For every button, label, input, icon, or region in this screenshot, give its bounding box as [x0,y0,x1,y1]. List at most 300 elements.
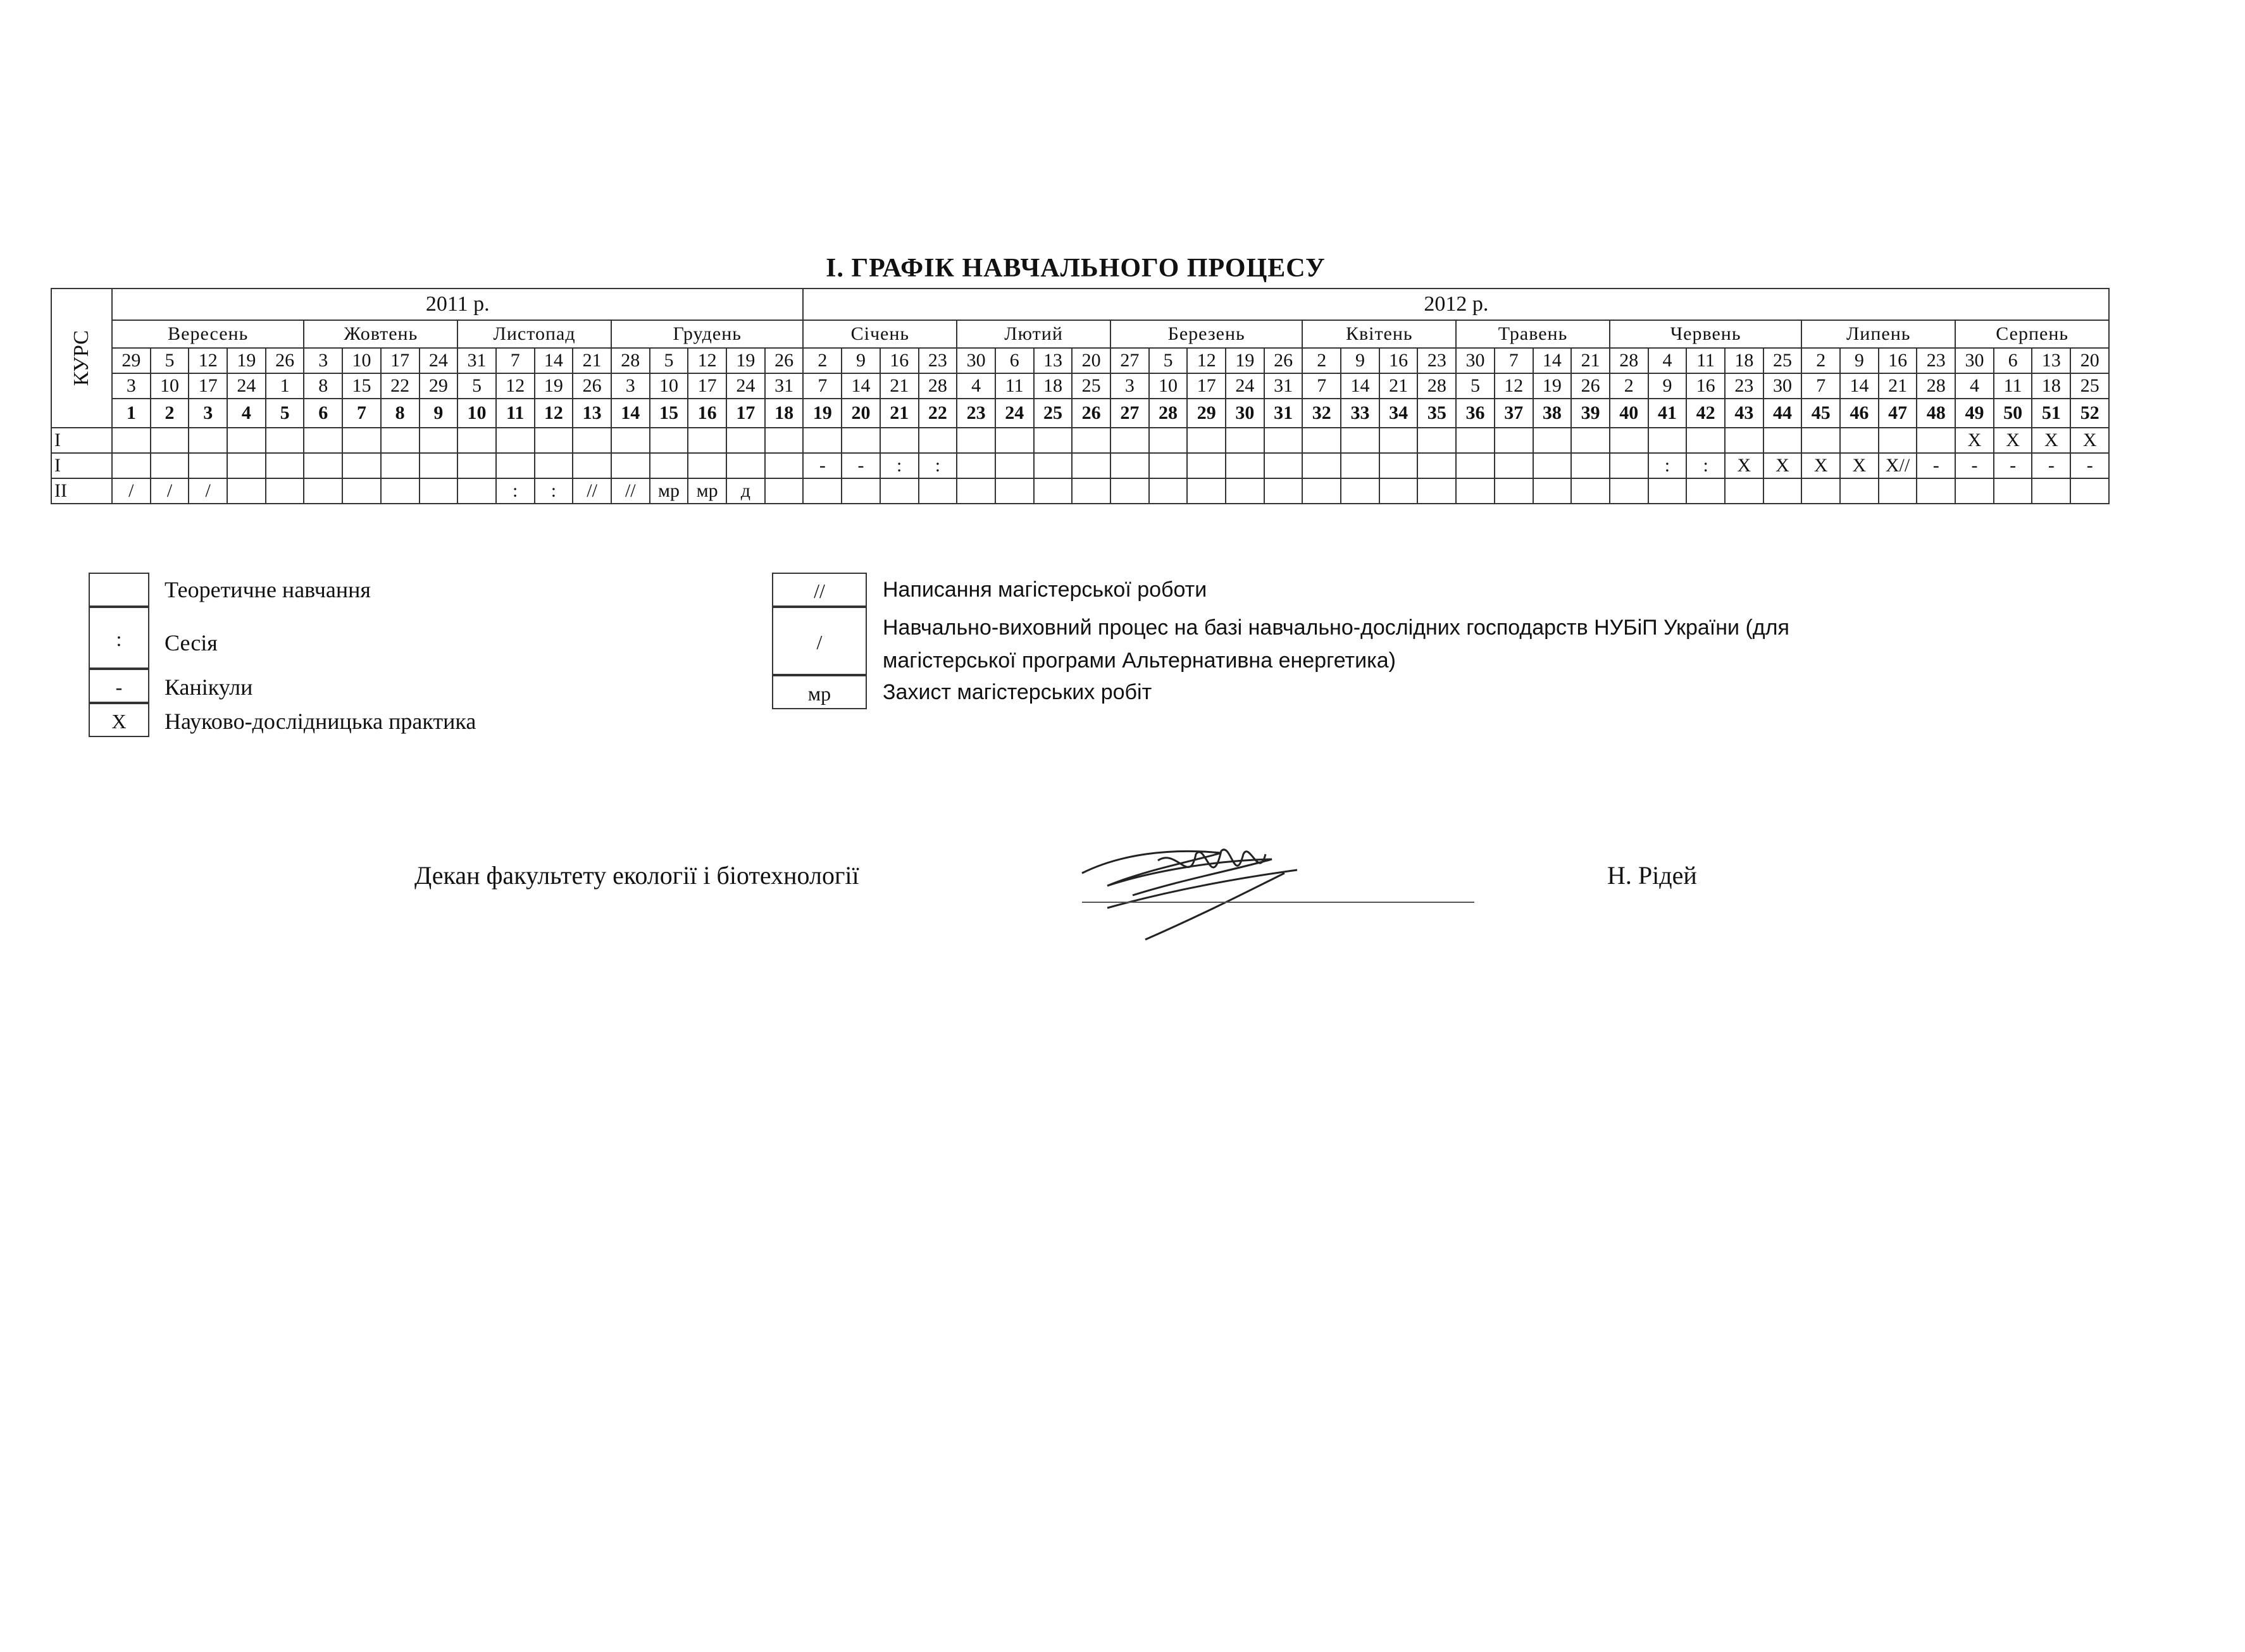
week-start-day: 27 [1110,348,1149,373]
page-title: І. ГРАФІК НАВЧАЛЬНОГО ПРОЦЕСУ [826,254,1326,283]
schedule-cell [1302,478,1341,504]
schedule-cell [803,428,842,453]
week-start-day: 21 [1571,348,1610,373]
week-start-day: 13 [2032,348,2070,373]
schedule-cell [1072,478,1110,504]
week-end-day: 10 [650,373,688,399]
course-label: I [51,428,112,453]
schedule-cell [1917,478,1955,504]
schedule-cell [1187,428,1226,453]
schedule-cell: мр [688,478,726,504]
week-start-day: 19 [1226,348,1264,373]
month-header: Листопад [457,320,611,348]
week-number: 50 [1994,399,2032,428]
week-start-day: 21 [573,348,611,373]
schedule-cell: X [1725,453,1763,478]
schedule-cell [650,428,688,453]
week-start-day: 31 [457,348,496,373]
week-end-day: 8 [304,373,342,399]
week-end-day: 26 [1571,373,1610,399]
schedule-cell [342,428,381,453]
week-end-day: 10 [151,373,189,399]
schedule-cell [1879,428,1917,453]
week-start-day: 5 [1149,348,1188,373]
month-header: Жовтень [304,320,457,348]
week-number: 9 [420,399,458,428]
course-label: II [51,478,112,504]
week-number: 4 [227,399,266,428]
week-start-day: 23 [1917,348,1955,373]
week-start-day: 20 [2070,348,2109,373]
week-number: 46 [1840,399,1879,428]
schedule-cell [342,478,381,504]
schedule-cell [266,478,304,504]
schedule-cell [1495,428,1533,453]
week-start-day: 29 [112,348,151,373]
schedule-cell [1879,478,1917,504]
week-number: 5 [266,399,304,428]
schedule-cell [957,453,995,478]
week-start-day: 17 [381,348,420,373]
schedule-cell [1110,478,1149,504]
week-start-day: 3 [304,348,342,373]
week-start-day: 30 [1456,348,1495,373]
legend-text-practice: Науково-дослідницька практика [165,709,476,734]
schedule-cell [112,428,151,453]
legend-symbol-practice: X [89,703,149,737]
schedule-cell [995,478,1034,504]
week-start-day: 30 [1955,348,1994,373]
week-start-day: 26 [266,348,304,373]
schedule-cell: - [2070,453,2109,478]
schedule-cell: : [1648,453,1687,478]
schedule-cell [227,453,266,478]
week-end-day: 16 [1686,373,1725,399]
course-row [51,428,2109,453]
year-header: 2011 р. [112,289,803,320]
week-end-day: 17 [1187,373,1226,399]
week-number: 44 [1763,399,1802,428]
week-number: 2 [151,399,189,428]
week-number: 14 [611,399,650,428]
schedule-cell [765,428,804,453]
schedule-cell [420,478,458,504]
schedule-cell [457,428,496,453]
week-number: 13 [573,399,611,428]
week-start-day: 26 [1264,348,1303,373]
week-end-day: 1 [266,373,304,399]
week-end-day: 2 [1610,373,1648,399]
week-end-day: 5 [1456,373,1495,399]
week-end-day: 10 [1149,373,1188,399]
week-start-day: 4 [1648,348,1687,373]
schedule-cell: X [1994,428,2032,453]
week-start-day: 5 [151,348,189,373]
week-end-day: 3 [611,373,650,399]
schedule-cell [1034,478,1073,504]
schedule-cell [1533,478,1572,504]
week-number: 15 [650,399,688,428]
schedule-cell [1840,478,1879,504]
week-start-day: 16 [1379,348,1418,373]
schedule-cell [726,453,765,478]
month-header: Січень [803,320,957,348]
week-start-day: 19 [726,348,765,373]
schedule-cell [1610,453,1648,478]
schedule-cell [1226,453,1264,478]
schedule-cell [381,428,420,453]
schedule-cell [457,453,496,478]
schedule-cell [1571,453,1610,478]
schedule-cell [151,453,189,478]
legend-text-thesis-writing: Написання магістерської роботи [883,578,1207,602]
schedule-cell [420,453,458,478]
week-number: 43 [1725,399,1763,428]
schedule-cell [1264,453,1303,478]
week-end-day: 15 [342,373,381,399]
week-start-day: 9 [842,348,880,373]
month-header: Травень [1456,320,1610,348]
schedule-cell: X [2032,428,2070,453]
week-end-day: 23 [1725,373,1763,399]
week-number: 16 [688,399,726,428]
schedule-cell [880,478,919,504]
schedule-cell [189,453,227,478]
week-number: 23 [957,399,995,428]
week-end-day: 29 [420,373,458,399]
week-end-day: 19 [1533,373,1572,399]
schedule-cell [381,453,420,478]
schedule-cell [1955,478,1994,504]
week-number: 26 [1072,399,1110,428]
schedule-cell [1495,453,1533,478]
schedule-cell [1417,478,1456,504]
schedule-cell [1571,428,1610,453]
schedule-cell [535,453,573,478]
course-header [51,289,112,428]
week-number: 33 [1341,399,1379,428]
legend-symbol-session: : [89,607,149,669]
month-header: Червень [1610,320,1801,348]
schedule-cell [1341,453,1379,478]
schedule-cell [1686,428,1725,453]
schedule-cell [1417,428,1456,453]
week-number: 8 [381,399,420,428]
course-row [51,453,2109,478]
schedule-cell [1801,478,1840,504]
schedule-cell [1034,453,1073,478]
week-end-day: 25 [1072,373,1110,399]
week-end-day: 22 [381,373,420,399]
schedule-cell: / [189,478,227,504]
week-number: 12 [535,399,573,428]
week-end-day: 28 [1417,373,1456,399]
week-number: 7 [342,399,381,428]
week-end-day: 19 [535,373,573,399]
week-start-day: 10 [342,348,381,373]
month-header: Серпень [1955,320,2109,348]
month-header: Липень [1801,320,1955,348]
legend-text-defense: Захист магістерських робіт [883,680,1152,704]
week-start-day: 6 [1994,348,2032,373]
schedule-cell: X [2070,428,2109,453]
week-end-day: 11 [995,373,1034,399]
week-number: 25 [1034,399,1073,428]
schedule-cell [1264,478,1303,504]
week-number: 36 [1456,399,1495,428]
schedule-cell: - [1955,453,1994,478]
schedule-cell [304,428,342,453]
week-number: 47 [1879,399,1917,428]
week-number: 34 [1379,399,1418,428]
schedule-cell [1187,478,1226,504]
week-start-day: 19 [227,348,266,373]
schedule-cell [1725,428,1763,453]
schedule-cell [1495,478,1533,504]
legend-text-session: Сесія [165,630,218,655]
week-number: 27 [1110,399,1149,428]
week-end-day: 18 [2032,373,2070,399]
schedule-cell [1648,428,1687,453]
week-end-day: 17 [688,373,726,399]
week-start-day: 11 [1686,348,1725,373]
schedule-cell: : [535,478,573,504]
week-start-day: 16 [1879,348,1917,373]
week-number: 22 [919,399,957,428]
week-start-day: 2 [803,348,842,373]
week-end-day: 26 [573,373,611,399]
week-number: 31 [1264,399,1303,428]
week-start-day: 20 [1072,348,1110,373]
schedule-cell [611,453,650,478]
schedule-cell [765,453,804,478]
year-header: 2012 р. [803,289,2109,320]
schedule-cell [1610,478,1648,504]
schedule-cell [151,428,189,453]
week-number: 18 [765,399,804,428]
schedule-cell: мр [650,478,688,504]
week-number: 20 [842,399,880,428]
schedule-cell [1686,478,1725,504]
week-start-day: 18 [1725,348,1763,373]
schedule-cell [1725,478,1763,504]
week-start-day: 9 [1840,348,1879,373]
signature-line [1082,902,1474,903]
week-number: 35 [1417,399,1456,428]
schedule-cell [1533,428,1572,453]
month-header: Грудень [611,320,804,348]
month-header: Березень [1110,320,1302,348]
schedule-cell [2070,478,2109,504]
schedule-cell [1456,453,1495,478]
schedule-cell [1110,453,1149,478]
week-number: 48 [1917,399,1955,428]
week-end-day: 31 [1264,373,1303,399]
dean-name: Н. Рідей [1607,861,1697,890]
schedule-cell [266,453,304,478]
week-end-day: 14 [1840,373,1879,399]
legend-symbol-vacation: - [89,669,149,703]
week-start-day: 16 [880,348,919,373]
week-number: 19 [803,399,842,428]
week-end-day: 24 [1226,373,1264,399]
legend-text-farm-practice-cont: магістерської програми Альтернативна енергетика) [883,649,1396,673]
schedule-cell [1648,478,1687,504]
schedule-cell [919,428,957,453]
schedule-cell: X [1763,453,1802,478]
schedule-cell: // [573,478,611,504]
week-end-day: 9 [1648,373,1687,399]
week-start-day: 9 [1341,348,1379,373]
week-end-day: 4 [957,373,995,399]
legend-symbol-defense: мр [772,675,867,709]
week-number: 21 [880,399,919,428]
signature-scribble [1069,835,1335,943]
schedule-cell [688,428,726,453]
week-number: 10 [457,399,496,428]
schedule-cell [803,478,842,504]
schedule-cell: : [880,453,919,478]
schedule-cell [1341,478,1379,504]
schedule-cell [1149,453,1188,478]
schedule-cell [1917,428,1955,453]
schedule-cell [842,428,880,453]
week-number: 45 [1801,399,1840,428]
week-number: 3 [189,399,227,428]
week-start-day: 6 [995,348,1034,373]
schedule-cell [420,428,458,453]
schedule-cell [535,428,573,453]
schedule-cell [1149,428,1188,453]
schedule-cell: - [2032,453,2070,478]
week-end-day: 28 [919,373,957,399]
week-number: 51 [2032,399,2070,428]
week-start-day: 2 [1302,348,1341,373]
week-start-day: 23 [1417,348,1456,373]
schedule-cell [1379,428,1418,453]
week-number: 49 [1955,399,1994,428]
schedule-cell [1226,428,1264,453]
schedule-cell: / [151,478,189,504]
legend-symbol-theory [89,573,149,607]
week-number: 6 [304,399,342,428]
week-number: 42 [1686,399,1725,428]
schedule-cell [342,453,381,478]
week-number: 11 [496,399,535,428]
week-end-day: 12 [496,373,535,399]
schedule-cell [1533,453,1572,478]
schedule-cell [1302,453,1341,478]
week-end-day: 31 [765,373,804,399]
schedule-cell [266,428,304,453]
week-end-day: 4 [1955,373,1994,399]
schedule-cell [765,478,804,504]
week-start-day: 30 [957,348,995,373]
schedule-cell [880,428,919,453]
week-start-day: 28 [611,348,650,373]
week-end-day: 30 [1763,373,1802,399]
legend-symbol-farm-practice: / [772,607,867,675]
schedule-cell [919,478,957,504]
week-start-day: 26 [765,348,804,373]
week-number: 40 [1610,399,1648,428]
schedule-cell [1034,428,1073,453]
week-number: 52 [2070,399,2109,428]
schedule-cell [1187,453,1226,478]
schedule-table [51,288,2110,504]
week-number: 29 [1187,399,1226,428]
legend-text-vacation: Канікули [165,674,253,700]
schedule-cell [227,478,266,504]
schedule-cell [1456,478,1495,504]
schedule-cell [496,453,535,478]
schedule-cell [611,428,650,453]
schedule-cell: X [1955,428,1994,453]
schedule-cell [1264,428,1303,453]
schedule-cell: X// [1879,453,1917,478]
week-number: 37 [1495,399,1533,428]
week-start-day: 23 [919,348,957,373]
schedule-cell: - [1917,453,1955,478]
month-header: Лютий [957,320,1110,348]
week-start-day: 12 [688,348,726,373]
schedule-cell: - [842,453,880,478]
schedule-cell [381,478,420,504]
schedule-cell [1379,453,1418,478]
legend-text-farm-practice: Навчально-виховний процес на базі навчально-дослідних господарств НУБіП України (для [883,616,1789,640]
week-start-day: 28 [1610,348,1648,373]
week-end-day: 14 [842,373,880,399]
week-end-day: 17 [189,373,227,399]
schedule-cell [457,478,496,504]
schedule-cell [1571,478,1610,504]
schedule-cell [304,453,342,478]
schedule-cell: : [496,478,535,504]
week-end-day: 25 [2070,373,2109,399]
schedule-cell [1417,453,1456,478]
schedule-cell [1226,478,1264,504]
course-label: I [51,453,112,478]
schedule-cell [304,478,342,504]
schedule-cell: X [1801,453,1840,478]
schedule-cell [1610,428,1648,453]
week-end-day: 21 [880,373,919,399]
schedule-cell [1994,478,2032,504]
schedule-cell [957,428,995,453]
schedule-cell: : [919,453,957,478]
week-start-day: 12 [189,348,227,373]
week-end-day: 24 [726,373,765,399]
schedule-cell [1149,478,1188,504]
week-end-day: 7 [1801,373,1840,399]
legend-symbol-thesis-writing: // [772,573,867,607]
schedule-cell [1110,428,1149,453]
month-header: Квітень [1302,320,1456,348]
week-number: 17 [726,399,765,428]
week-end-day: 5 [457,373,496,399]
schedule-cell: X [1840,453,1879,478]
week-number: 39 [1571,399,1610,428]
schedule-cell [688,453,726,478]
week-end-day: 21 [1379,373,1418,399]
schedule-cell [995,453,1034,478]
schedule-cell [573,453,611,478]
schedule-cell [1341,428,1379,453]
week-start-day: 25 [1763,348,1802,373]
schedule-cell [1840,428,1879,453]
week-end-day: 3 [112,373,151,399]
week-start-day: 14 [1533,348,1572,373]
